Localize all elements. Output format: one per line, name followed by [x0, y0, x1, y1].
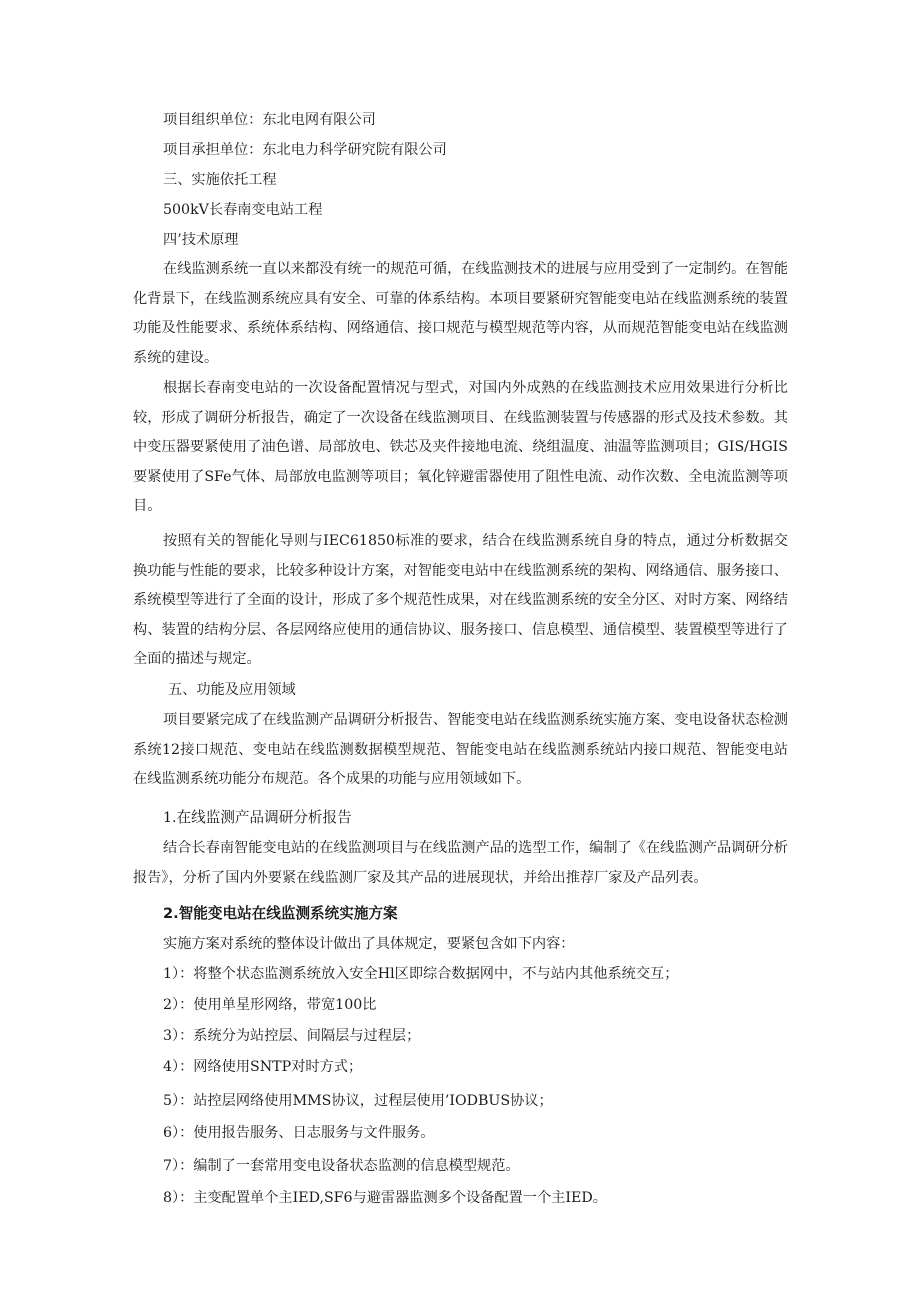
list-item: 5）：站控层网络使用MMS协议，过程层使用’IODBUS协议；	[163, 1093, 553, 1109]
paragraph-function-intro: 项目要紧完成了在线监测产品调研分析报告、智能变电站在线监测系统实施方案、变电设备状态检测系统12接口规范、变电站在线监测数据模型规范、智能变电站在线监测系统站内接口规范、智能变电站在线监测系统功能分布规范。各个成果的功能与应用领域如下。	[133, 712, 788, 788]
subsection1-title: 在线监测产品调研分析报告	[176, 809, 352, 826]
list-item: 1）：将整个状态监测系统放入安全Hl区即综合数据网中，不与站内其他系统交互；	[163, 966, 679, 982]
org-unit-line: 项目组织单位：东北电网有限公司	[163, 112, 376, 128]
list-item: 6）：使用报告服务、日志服务与文件服务。	[163, 1125, 435, 1141]
list-item: 3）：系统分为站控层、间隔层与过程层；	[163, 1028, 421, 1044]
implementation-intro: 实施方案对系统的整体设计做出了具体规定，要紧包含如下内容：	[163, 936, 575, 952]
paragraph-survey-report: 结合长春南智能变电站的在线监测项目与在线监测产品的选型工作，编制了《在线监测产品调研分析报告》，分析了国内外要紧在线监测厂家及其产品的进展现状，并给出推荐厂家及产品列表。	[133, 840, 788, 886]
subsection1-number: 1.	[163, 810, 177, 826]
paragraph-principle-2: 根据长春南变电站的一次设备配置情况与型式，对国内外成熟的在线监测技术应用效果进行分析比较，形成了调研分析报告，确定了一次设备在线监测项目、在线监测装置与传感器的形式及技术参数。其中变压器要紧使用了油色谱、局部放电、铁芯及夹件接地电流、绕组温度、油温等监测项目；GIS/HGIS要紧使用了SFe气体、局部放电监测等项目；氧化锌避雷器使用了阻性电流、动作次数、全电流监测等项目。	[133, 380, 788, 515]
list-item: 4）：网络使用SNTP对时方式；	[163, 1059, 363, 1075]
list-item: 2）：使用单星形网络，带宽100比	[163, 997, 377, 1013]
list-item: 8）：主变配置单个主IED,SF6与避雷器监测多个设备配置一个主IED。	[163, 1190, 607, 1206]
section3-heading: 三、实施依托工程	[163, 172, 277, 188]
section4-heading: 四’技术原理	[163, 232, 239, 248]
subsection2-heading: 2.智能变电站在线监测系统实施方案	[163, 905, 398, 922]
undertake-unit-line: 项目承担单位：东北电力科学研究院有限公司	[163, 142, 447, 158]
paragraph-principle-3: 按照有关的智能化导则与IEC61850标准的要求，结合在线监测系统自身的特点，通过分析数据交换功能与性能的要求，比较多种设计方案，对智能变电站中在线监测系统的架构、网络通信、服务接口、系统模型等进行了全面的设计，形成了多个规范性成果，对在线监测系统的安全分区、对时方案、网络结构、装置的结构分层、各层网络应使用的通信协议、服务接口、信息模型、通信模型、装置模型等进行了全面的描述与规定。	[133, 533, 788, 668]
subsection1-heading	[163, 808, 352, 828]
list-item: 7）：编制了一套常用变电设备状态监测的信息模型规范。	[163, 1158, 520, 1174]
section3-project: 500kV长春南变电站工程	[163, 202, 323, 218]
paragraph-principle-1: 在线监测系统一直以来都没有统一的规范可循，在线监测技术的进展与应用受到了一定制约。在智能化背景下，在线监测系统应具有安全、可靠的体系结构。本项目要紧研究智能变电站在线监测系统的装置功能及性能要求、系统体系结构、网络通信、接口规范与模型规范等内容，从而规范智能变电站在线监测系统的建设。	[133, 261, 788, 366]
section5-heading: 五、功能及应用领域	[168, 682, 296, 698]
